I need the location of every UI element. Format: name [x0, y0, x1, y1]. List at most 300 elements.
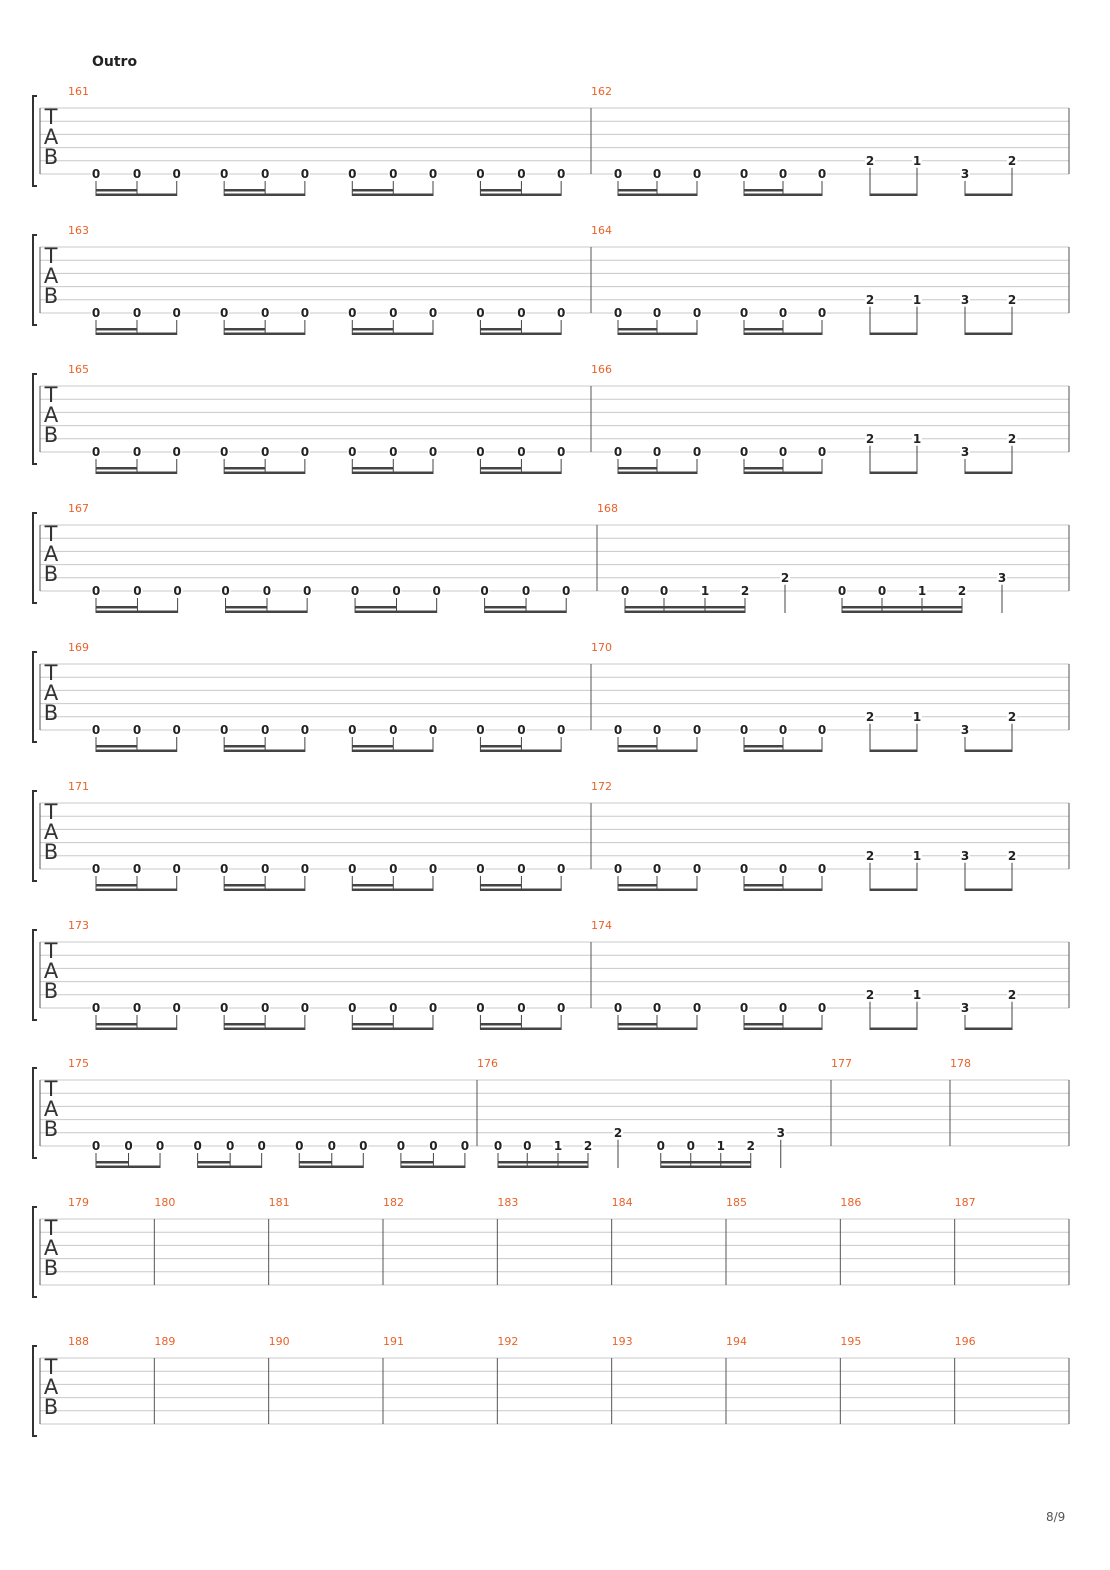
beam — [965, 194, 1012, 197]
fret-number: 1 — [553, 1139, 563, 1153]
beam — [352, 1028, 433, 1031]
fret-number: 0 — [132, 723, 142, 737]
measure-number: 189 — [154, 1335, 176, 1348]
fret-number: 0 — [739, 862, 749, 876]
beam-secondary — [618, 884, 657, 887]
measure-number: 182 — [383, 1196, 404, 1209]
tab-system — [33, 919, 1069, 1030]
fret-number: 2 — [1007, 987, 1017, 1002]
fret-number: 1 — [912, 292, 922, 307]
tab-clef-letter: B — [43, 1256, 59, 1280]
beam — [870, 472, 917, 475]
beam — [480, 472, 561, 475]
fret-number: 0 — [517, 167, 526, 181]
beam — [618, 333, 697, 336]
beam — [744, 750, 822, 753]
beam — [965, 889, 1012, 892]
measure-number: 171 — [68, 780, 89, 793]
beam — [744, 1028, 822, 1031]
beam — [352, 333, 433, 336]
system-bracket — [33, 1207, 37, 1297]
tab-clef-letter: T — [44, 383, 58, 407]
fret-number: 0 — [348, 445, 357, 459]
tab-system — [33, 224, 1069, 335]
beam-secondary — [299, 1161, 332, 1164]
tab-system — [33, 85, 1069, 196]
fret-number: 0 — [91, 167, 101, 181]
fret-number: 0 — [556, 306, 566, 320]
fret-number: 0 — [817, 306, 827, 320]
fret-number: 0 — [260, 723, 270, 737]
beam-secondary — [744, 467, 783, 470]
fret-number: 1 — [917, 584, 927, 598]
fret-number: 0 — [428, 167, 438, 181]
system-bracket — [33, 374, 37, 464]
beam-secondary — [618, 1023, 657, 1026]
fret-number: 0 — [132, 167, 142, 181]
tab-clef-letter: A — [43, 681, 59, 705]
fret-number: 0 — [556, 1001, 566, 1015]
beam — [96, 1166, 160, 1169]
tab-clef-letter: T — [44, 800, 58, 824]
beam-secondary — [224, 1023, 265, 1026]
fret-number: 0 — [517, 1001, 526, 1015]
fret-number: 0 — [817, 862, 827, 876]
fret-number: 0 — [692, 1001, 702, 1015]
fret-number: 0 — [521, 584, 531, 598]
fret-number: 1 — [912, 709, 922, 724]
fret-number: 0 — [132, 445, 142, 459]
tab-system — [33, 1196, 1069, 1297]
beam — [485, 611, 567, 614]
fret-number: 0 — [172, 723, 181, 737]
fret-number: 0 — [260, 445, 270, 459]
fret-number: 0 — [172, 167, 181, 181]
fret-number: 3 — [997, 570, 1007, 585]
fret-number: 0 — [613, 723, 623, 737]
measure-number: 169 — [68, 641, 89, 654]
fret-number: 0 — [300, 167, 310, 181]
beam — [352, 194, 433, 197]
beam-secondary — [224, 189, 265, 192]
system-bracket — [33, 235, 37, 325]
fret-number: 0 — [428, 445, 438, 459]
tab-clef-letter: A — [43, 820, 59, 844]
fret-number: 0 — [132, 862, 142, 876]
fret-number: 0 — [817, 1001, 827, 1015]
fret-number: 1 — [700, 584, 710, 598]
fret-number: 0 — [91, 862, 101, 876]
beam — [965, 333, 1012, 336]
beam — [744, 194, 822, 197]
fret-number: 2 — [780, 570, 790, 585]
fret-number: 0 — [837, 584, 847, 598]
fret-number: 0 — [260, 862, 270, 876]
fret-number: 0 — [778, 167, 788, 181]
measure-number: 172 — [591, 780, 612, 793]
tab-clef-letter: B — [43, 979, 59, 1003]
beam — [870, 1028, 917, 1031]
beam-secondary — [401, 1161, 434, 1164]
beam — [870, 194, 917, 197]
beam — [352, 750, 433, 753]
beam — [480, 889, 561, 892]
beam-secondary — [352, 745, 393, 748]
beam-secondary — [618, 467, 657, 470]
measure-number: 176 — [477, 1057, 498, 1070]
tab-clef-letter: B — [43, 1117, 59, 1141]
fret-number: 2 — [1007, 848, 1017, 863]
measure-number: 183 — [497, 1196, 519, 1209]
measure-number: 170 — [591, 641, 612, 654]
fret-number: 0 — [476, 445, 485, 459]
system-bracket — [33, 791, 37, 881]
beam-secondary — [224, 467, 265, 470]
fret-number: 0 — [613, 167, 623, 181]
beam-secondary — [480, 1023, 521, 1026]
measure-number: 188 — [68, 1335, 89, 1348]
beam — [224, 889, 305, 892]
fret-number: 0 — [877, 584, 887, 598]
page-number: 8/9 — [1046, 1510, 1066, 1524]
beam-secondary — [96, 1023, 137, 1026]
fret-number: 0 — [692, 445, 702, 459]
tab-system — [33, 641, 1069, 752]
fret-number: 0 — [652, 1001, 662, 1015]
beam — [965, 750, 1012, 753]
measure-number: 173 — [68, 919, 89, 932]
beam-secondary — [480, 189, 521, 192]
fret-number: 0 — [739, 445, 749, 459]
fret-number: 0 — [225, 1139, 235, 1153]
beam — [352, 472, 433, 475]
fret-number: 1 — [716, 1139, 725, 1153]
beam — [842, 611, 962, 614]
tab-clef-letter: A — [43, 542, 59, 566]
fret-number: 0 — [778, 862, 788, 876]
fret-number: 0 — [817, 723, 827, 737]
beam — [96, 611, 178, 614]
fret-number: 0 — [219, 445, 229, 459]
measure-number: 162 — [591, 85, 612, 98]
fret-number: 0 — [659, 584, 669, 598]
fret-number: 0 — [172, 1001, 181, 1015]
fret-number: 2 — [865, 292, 875, 307]
beam-secondary — [744, 1023, 783, 1026]
beam-secondary — [224, 745, 265, 748]
beam — [965, 472, 1012, 475]
beam-secondary — [480, 884, 521, 887]
section-label: Outro — [92, 54, 138, 70]
measure-number: 194 — [726, 1335, 747, 1348]
beam-secondary — [744, 328, 783, 331]
fret-number: 0 — [91, 1139, 101, 1153]
system-bracket — [33, 652, 37, 742]
fret-number: 0 — [155, 1139, 165, 1153]
fret-number: 2 — [1007, 709, 1017, 724]
fret-number: 3 — [960, 292, 970, 307]
fret-number: 0 — [556, 445, 566, 459]
beam — [224, 750, 305, 753]
fret-number: 0 — [302, 584, 312, 598]
beam — [618, 889, 697, 892]
measure-number: 187 — [954, 1196, 976, 1209]
beam-secondary — [842, 606, 962, 609]
fret-number: 0 — [556, 167, 566, 181]
beam — [96, 750, 177, 753]
fret-number: 2 — [865, 431, 875, 446]
fret-number: 0 — [428, 1001, 438, 1015]
beam — [96, 889, 177, 892]
tab-clef-letter: T — [44, 1355, 58, 1379]
fret-number: 1 — [912, 848, 922, 863]
tab-system — [33, 1057, 1069, 1168]
fret-number: 0 — [260, 306, 270, 320]
fret-number: 0 — [523, 1139, 532, 1153]
tab-clef-letter: T — [44, 1216, 58, 1240]
fret-number: 0 — [778, 723, 788, 737]
tab-clef-letter: B — [43, 284, 59, 308]
beam — [198, 1166, 262, 1169]
fret-number: 3 — [776, 1125, 785, 1140]
fret-number: 0 — [348, 723, 357, 737]
fret-number: 0 — [91, 1001, 101, 1015]
fret-number: 0 — [517, 723, 526, 737]
beam-secondary — [96, 745, 137, 748]
fret-number: 0 — [295, 1139, 304, 1153]
beam-secondary — [498, 1161, 588, 1164]
beam-secondary — [480, 745, 521, 748]
beam — [401, 1166, 465, 1169]
fret-number: 0 — [300, 1001, 310, 1015]
fret-number: 0 — [652, 862, 662, 876]
beam-secondary — [352, 328, 393, 331]
measure-number: 166 — [591, 363, 612, 376]
fret-number: 0 — [476, 723, 485, 737]
measure-number: 185 — [726, 1196, 747, 1209]
measure-number: 167 — [68, 502, 89, 515]
measure-number: 179 — [68, 1196, 89, 1209]
measure-number: 177 — [831, 1057, 852, 1070]
beam — [224, 333, 305, 336]
fret-number: 0 — [124, 1139, 133, 1153]
beam — [480, 750, 561, 753]
fret-number: 1 — [912, 153, 922, 168]
fret-number: 0 — [193, 1139, 202, 1153]
measure-number: 168 — [597, 502, 618, 515]
beam-secondary — [618, 189, 657, 192]
fret-number: 0 — [778, 445, 788, 459]
beam — [352, 889, 433, 892]
beam — [965, 1028, 1012, 1031]
fret-number: 0 — [692, 862, 702, 876]
beam — [498, 1166, 588, 1169]
beam — [618, 1028, 697, 1031]
fret-number: 0 — [348, 167, 357, 181]
beam-secondary — [744, 884, 783, 887]
measure-number: 190 — [268, 1335, 290, 1348]
measure-number: 178 — [950, 1057, 971, 1070]
fret-number: 2 — [1007, 153, 1017, 168]
fret-number: 0 — [652, 167, 662, 181]
beam — [870, 750, 917, 753]
beam-secondary — [96, 328, 137, 331]
fret-number: 0 — [91, 584, 101, 598]
fret-number: 0 — [172, 306, 181, 320]
fret-number: 0 — [173, 584, 182, 598]
fret-number: 2 — [957, 584, 967, 598]
fret-number: 0 — [91, 445, 101, 459]
beam — [224, 194, 305, 197]
beam — [96, 333, 177, 336]
fret-number: 0 — [396, 1139, 406, 1153]
beam — [870, 889, 917, 892]
fret-number: 0 — [817, 167, 827, 181]
tab-clef-letter: B — [43, 701, 59, 725]
measure-number: 184 — [611, 1196, 633, 1209]
tab-clef-letter: T — [44, 939, 58, 963]
fret-number: 0 — [359, 1139, 368, 1153]
fret-number: 0 — [327, 1139, 336, 1153]
beam — [870, 333, 917, 336]
beam-secondary — [96, 884, 137, 887]
fret-number: 0 — [432, 584, 441, 598]
beam-secondary — [661, 1161, 751, 1164]
fret-number: 0 — [300, 445, 310, 459]
measure-number: 192 — [497, 1335, 519, 1348]
system-bracket — [33, 513, 37, 603]
beam — [618, 472, 697, 475]
fret-number: 3 — [960, 167, 970, 181]
fret-number: 0 — [91, 306, 101, 320]
fret-number: 0 — [300, 306, 310, 320]
fret-number: 0 — [389, 862, 398, 876]
tab-clef-letter: B — [43, 562, 59, 586]
fret-number: 2 — [1007, 431, 1017, 446]
fret-number: 0 — [428, 862, 438, 876]
fret-number: 0 — [686, 1139, 695, 1153]
fret-number: 2 — [865, 987, 875, 1002]
fret-number: 0 — [348, 306, 357, 320]
fret-number: 0 — [778, 306, 788, 320]
beam-secondary — [625, 606, 745, 609]
fret-number: 0 — [517, 445, 526, 459]
beam-secondary — [352, 467, 393, 470]
beam-secondary — [618, 328, 657, 331]
fret-number: 0 — [350, 584, 360, 598]
fret-number: 0 — [692, 167, 702, 181]
fret-number: 0 — [620, 584, 630, 598]
system-bracket — [33, 930, 37, 1020]
fret-number: 0 — [652, 445, 662, 459]
fret-number: 0 — [613, 306, 623, 320]
beam-secondary — [224, 328, 265, 331]
beam — [618, 750, 697, 753]
fret-number: 0 — [613, 445, 623, 459]
measure-number: 174 — [591, 919, 612, 932]
fret-number: 0 — [428, 723, 438, 737]
tab-system — [33, 780, 1069, 891]
fret-number: 0 — [556, 862, 566, 876]
measure-number: 196 — [954, 1335, 976, 1348]
measure-number: 165 — [68, 363, 89, 376]
fret-number: 0 — [739, 723, 749, 737]
fret-number: 0 — [517, 862, 526, 876]
system-bracket — [33, 96, 37, 186]
fret-number: 2 — [1007, 292, 1017, 307]
fret-number: 3 — [960, 848, 970, 863]
beam-secondary — [485, 606, 526, 609]
fret-number: 0 — [219, 1001, 229, 1015]
fret-number: 0 — [739, 306, 749, 320]
fret-number: 0 — [739, 167, 749, 181]
measure-number: 191 — [383, 1335, 404, 1348]
beam — [625, 611, 745, 614]
beam-secondary — [618, 745, 657, 748]
fret-number: 2 — [746, 1139, 755, 1153]
beam-secondary — [744, 189, 783, 192]
measure-number: 181 — [268, 1196, 290, 1209]
beam-secondary — [480, 328, 521, 331]
fret-number: 0 — [392, 584, 401, 598]
tab-clef-letter: A — [43, 959, 59, 983]
fret-number: 0 — [257, 1139, 266, 1153]
measure-number: 195 — [840, 1335, 862, 1348]
beam — [96, 1028, 177, 1031]
fret-number: 0 — [476, 862, 485, 876]
beam-secondary — [744, 745, 783, 748]
tab-clef-letter: A — [43, 125, 59, 149]
tab-clef-letter: A — [43, 403, 59, 427]
measure-number: 175 — [68, 1057, 89, 1070]
fret-number: 0 — [460, 1139, 470, 1153]
fret-number: 0 — [556, 723, 566, 737]
fret-number: 0 — [480, 584, 489, 598]
beam-secondary — [96, 606, 137, 609]
fret-number: 0 — [692, 306, 702, 320]
fret-number: 0 — [613, 1001, 623, 1015]
beam — [355, 611, 437, 614]
measure-number: 180 — [154, 1196, 176, 1209]
beam-secondary — [198, 1161, 231, 1164]
fret-number: 0 — [348, 862, 357, 876]
measure-number: 163 — [68, 224, 89, 237]
fret-number: 0 — [219, 862, 229, 876]
fret-number: 0 — [348, 1001, 357, 1015]
fret-number: 2 — [740, 584, 750, 598]
beam-secondary — [352, 884, 393, 887]
beam-secondary — [96, 467, 137, 470]
measure-number: 161 — [68, 85, 89, 98]
fret-number: 0 — [476, 167, 485, 181]
tab-clef-letter: B — [43, 145, 59, 169]
fret-number: 2 — [865, 848, 875, 863]
fret-number: 0 — [613, 862, 623, 876]
tab-clef-letter: B — [43, 840, 59, 864]
beam — [744, 333, 822, 336]
beam — [661, 1166, 751, 1169]
beam — [744, 889, 822, 892]
fret-number: 1 — [912, 987, 922, 1002]
tab-clef-letter: T — [44, 244, 58, 268]
fret-number: 0 — [219, 167, 229, 181]
fret-number: 0 — [476, 1001, 485, 1015]
fret-number: 0 — [517, 306, 526, 320]
beam-secondary — [224, 884, 265, 887]
fret-number: 0 — [389, 167, 398, 181]
fret-number: 3 — [960, 445, 970, 459]
fret-number: 2 — [613, 1125, 623, 1140]
